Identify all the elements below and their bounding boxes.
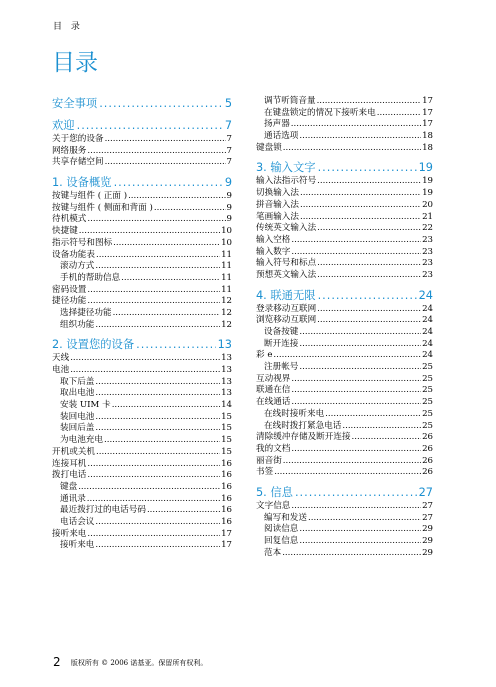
toc-entry-label: 密码设置 bbox=[52, 284, 87, 295]
toc-subentry[interactable] bbox=[52, 412, 232, 424]
toc-page-number: 15 bbox=[221, 423, 232, 434]
toc-entry-label: 欢迎 bbox=[52, 119, 75, 132]
toc-entry-label: 浏览移动互联网 bbox=[256, 315, 317, 326]
toc-page-number: 7 bbox=[224, 119, 232, 132]
toc-page-number: 17 bbox=[221, 528, 232, 539]
toc-subentry[interactable] bbox=[256, 131, 433, 143]
toc-subentry[interactable] bbox=[256, 513, 433, 525]
dot-leader bbox=[299, 536, 421, 548]
dot-leader bbox=[308, 513, 421, 525]
toc-subentry[interactable] bbox=[52, 540, 232, 552]
toc-entry-label: 选择捷径功能 bbox=[60, 307, 112, 318]
toc-entry[interactable] bbox=[52, 529, 232, 541]
toc-entry[interactable] bbox=[256, 258, 433, 270]
toc-entry-label: 范本 bbox=[264, 547, 282, 558]
dot-leader bbox=[299, 327, 421, 339]
dot-leader bbox=[299, 362, 421, 374]
toc-page-number: 27 bbox=[422, 500, 433, 511]
dot-leader bbox=[105, 157, 226, 169]
dot-leader bbox=[282, 548, 421, 560]
toc-entry-label: 彩 e bbox=[256, 350, 273, 361]
toc-page-number: 15 bbox=[221, 411, 232, 422]
dot-leader bbox=[87, 296, 220, 308]
toc-entry-label: 清除缓冲存储及断开连接 bbox=[256, 432, 351, 443]
toc-page-number: 27 bbox=[418, 485, 433, 499]
dot-leader bbox=[77, 118, 223, 134]
toc-entry[interactable] bbox=[52, 447, 232, 459]
dot-leader bbox=[317, 176, 421, 188]
dot-leader bbox=[273, 350, 421, 362]
toc-entry-label: 键盘锁 bbox=[256, 142, 282, 153]
toc-page-number: 23 bbox=[422, 234, 433, 245]
toc-entry[interactable] bbox=[256, 176, 433, 188]
toc-subentry[interactable] bbox=[256, 108, 433, 120]
toc-entry-label: 安全事项 bbox=[52, 97, 98, 110]
dot-leader bbox=[291, 444, 421, 456]
toc-page-number: 25 bbox=[422, 362, 433, 373]
toc-page-number: 13 bbox=[221, 365, 232, 375]
toc-page-number: 5 bbox=[224, 97, 232, 110]
toc-entry[interactable] bbox=[52, 203, 232, 215]
toc-page-number: 25 bbox=[422, 420, 433, 431]
toc-page-number: 25 bbox=[422, 373, 433, 384]
toc-entry-label: 1. 设备概览 bbox=[52, 176, 112, 190]
dot-leader bbox=[96, 447, 220, 459]
toc-entry-label: 组织功能 bbox=[60, 319, 95, 330]
toc-entry[interactable] bbox=[256, 385, 433, 397]
toc-entry-label: 网络服务 bbox=[52, 145, 87, 156]
toc-subentry[interactable] bbox=[52, 435, 232, 447]
dot-leader bbox=[95, 388, 220, 400]
toc-page-number: 19 bbox=[422, 188, 433, 199]
dot-leader bbox=[291, 247, 421, 259]
dot-leader bbox=[128, 191, 225, 203]
toc-entry-label: 编写和发送 bbox=[264, 512, 307, 523]
dot-leader bbox=[87, 459, 220, 471]
toc-entry-label: 电话会议 bbox=[60, 516, 95, 527]
toc-entry-label: 拨打电话 bbox=[52, 470, 87, 481]
toc-entry-label: 装回电池 bbox=[60, 411, 95, 422]
toc-entry-label: 调节听筒音量 bbox=[264, 96, 316, 106]
dot-leader bbox=[99, 96, 223, 112]
toc-subentry[interactable] bbox=[52, 261, 232, 273]
toc-subentry[interactable] bbox=[52, 505, 232, 517]
page-number: 2 bbox=[53, 655, 61, 669]
toc-page-number: 10 bbox=[221, 237, 232, 248]
toc-subentry[interactable] bbox=[256, 327, 433, 339]
toc-page-number: 9 bbox=[226, 214, 232, 225]
toc-entry-label: 通讯录 bbox=[60, 493, 86, 504]
toc-entry-label: 接听来电 bbox=[52, 528, 87, 539]
toc-entry-label: 4. 联通无限 bbox=[256, 288, 316, 302]
dot-leader bbox=[79, 226, 220, 238]
toc-page-number: 21 bbox=[422, 211, 433, 222]
toc-page-number: 9 bbox=[224, 176, 232, 190]
toc-page-number: 11 bbox=[221, 272, 232, 283]
toc-entry-label: 回复信息 bbox=[264, 536, 299, 546]
toc-section-heading[interactable] bbox=[52, 337, 232, 353]
toc-page-number: 23 bbox=[422, 269, 433, 280]
dot-leader bbox=[291, 397, 421, 409]
toc-entry-label: 指示符号和图标 bbox=[52, 237, 113, 248]
toc-entry[interactable] bbox=[256, 188, 433, 200]
dot-leader bbox=[95, 540, 220, 552]
toc-entry-label: 电池 bbox=[52, 365, 70, 375]
toc-entry[interactable] bbox=[256, 270, 433, 282]
toc-subentry[interactable] bbox=[52, 400, 232, 412]
dot-leader bbox=[87, 529, 220, 541]
toc-entry-label: 在键盘锁定的情况下接听来电 bbox=[264, 107, 376, 118]
toc-entry-label: 阅读信息 bbox=[264, 524, 299, 535]
toc-entry-label: 键盘 bbox=[60, 481, 78, 492]
toc-subentry[interactable] bbox=[256, 362, 433, 374]
page-title: 目录 bbox=[52, 50, 98, 76]
toc-page-number: 7 bbox=[226, 145, 232, 156]
dot-leader bbox=[121, 273, 220, 285]
toc-entry[interactable] bbox=[256, 223, 433, 235]
dot-leader bbox=[78, 482, 220, 494]
toc-subentry[interactable] bbox=[256, 96, 433, 108]
toc-page-number: 16 bbox=[221, 458, 232, 469]
toc-entry-label: 按键与组件 ( 侧面和背面 ) bbox=[52, 202, 153, 213]
toc-entry-label: 设备按键 bbox=[264, 327, 299, 337]
dot-leader bbox=[105, 134, 226, 146]
toc-page-number: 24 bbox=[422, 315, 433, 326]
toc-entry[interactable] bbox=[256, 235, 433, 247]
dot-leader bbox=[95, 261, 220, 273]
toc-subentry[interactable] bbox=[256, 548, 433, 560]
toc-entry-label: 在线通话 bbox=[256, 397, 291, 408]
dot-leader bbox=[295, 485, 417, 501]
dot-leader bbox=[283, 456, 421, 468]
dot-leader bbox=[377, 108, 421, 120]
dot-leader bbox=[87, 285, 220, 297]
dot-leader bbox=[300, 188, 421, 200]
dot-leader bbox=[300, 212, 421, 224]
dot-leader bbox=[299, 131, 421, 143]
dot-leader bbox=[325, 409, 421, 421]
toc-page-number: 11 bbox=[221, 284, 232, 295]
page-footer bbox=[53, 655, 207, 669]
toc-entry[interactable] bbox=[52, 250, 232, 262]
toc-entry-label: 天线 bbox=[52, 353, 70, 364]
toc-page-number: 27 bbox=[422, 512, 433, 523]
dot-leader bbox=[291, 385, 421, 397]
toc-entry-label: 输入法指示符号 bbox=[256, 176, 317, 187]
dot-leader bbox=[352, 432, 422, 444]
toc-entry-label: 通话选项 bbox=[264, 131, 299, 142]
toc-entry-label: 设备功能表 bbox=[52, 249, 95, 260]
toc-entry-label: 输入空格 bbox=[256, 234, 291, 245]
toc-entry-label: 笔画输入法 bbox=[256, 211, 299, 222]
toc-entry-label: 快捷键 bbox=[52, 226, 78, 237]
toc-entry-label: 接听来电 bbox=[60, 540, 95, 551]
dot-leader bbox=[113, 308, 220, 320]
toc-entry[interactable] bbox=[256, 315, 433, 327]
toc-column-left bbox=[52, 96, 232, 552]
toc-entry[interactable] bbox=[52, 353, 232, 365]
toc-page-number: 29 bbox=[422, 536, 433, 546]
toc-entry-label: 文字信息 bbox=[256, 500, 291, 511]
toc-page-number: 29 bbox=[422, 547, 433, 558]
toc-page-number: 26 bbox=[422, 467, 433, 478]
toc-entry[interactable] bbox=[52, 226, 232, 238]
toc-entry-label: 登录移动互联网 bbox=[256, 303, 317, 314]
toc-entry-label: 关于您的设备 bbox=[52, 134, 104, 144]
toc-subentry[interactable] bbox=[52, 320, 232, 332]
dot-leader bbox=[299, 524, 421, 536]
toc-page-number: 16 bbox=[221, 493, 232, 504]
toc-subentry[interactable] bbox=[52, 423, 232, 435]
toc-entry[interactable] bbox=[256, 247, 433, 259]
toc-page-number: 18 bbox=[422, 131, 433, 142]
toc-entry[interactable] bbox=[52, 285, 232, 297]
toc-entry-label: 共享存储空间 bbox=[52, 157, 104, 168]
toc-entry-label: 丽音街 bbox=[256, 455, 282, 466]
toc-entry-label: 注册帐号 bbox=[264, 362, 299, 373]
toc-entry[interactable] bbox=[256, 212, 433, 224]
toc-entry-label: 预想英文输入法 bbox=[256, 269, 317, 280]
toc-entry[interactable] bbox=[256, 200, 433, 212]
dot-leader bbox=[317, 223, 421, 235]
toc-page-number: 9 bbox=[226, 191, 232, 202]
dot-leader bbox=[291, 501, 421, 513]
toc-entry[interactable] bbox=[256, 456, 433, 468]
toc-entry[interactable] bbox=[256, 143, 433, 155]
toc-section-heading[interactable] bbox=[256, 485, 433, 501]
dot-leader bbox=[300, 200, 421, 212]
toc-entry-label: 开机或关机 bbox=[52, 446, 95, 457]
dot-leader bbox=[154, 203, 226, 215]
dot-leader bbox=[291, 235, 421, 247]
dot-leader bbox=[318, 160, 417, 176]
dot-leader bbox=[113, 238, 220, 250]
toc-entry[interactable] bbox=[52, 191, 232, 203]
toc-page-number: 12 bbox=[221, 296, 232, 307]
dot-leader bbox=[147, 505, 220, 517]
toc-page-number: 26 bbox=[422, 432, 433, 443]
dot-leader bbox=[317, 304, 421, 316]
toc-entry-label: 连接耳机 bbox=[52, 458, 87, 469]
toc-entry-label: 输入数字 bbox=[256, 246, 291, 257]
dot-leader bbox=[87, 214, 225, 226]
toc-entry-label: 5. 信息 bbox=[256, 485, 293, 499]
toc-subentry[interactable] bbox=[256, 119, 433, 131]
dot-leader bbox=[95, 423, 220, 435]
toc-entry-label: 按键与组件 ( 正面 ) bbox=[52, 191, 128, 202]
toc-entry[interactable] bbox=[52, 296, 232, 308]
toc-entry-label: 拼音输入法 bbox=[256, 199, 299, 210]
toc-section-heading[interactable] bbox=[256, 288, 433, 304]
dot-leader bbox=[317, 96, 421, 108]
toc-subentry[interactable] bbox=[52, 482, 232, 494]
toc-entry-label: 安装 UIM 卡 bbox=[60, 400, 111, 411]
toc-page-number: 24 bbox=[422, 338, 433, 349]
dot-leader bbox=[274, 467, 421, 479]
toc-section-heading[interactable] bbox=[52, 175, 232, 191]
toc-page-number: 16 bbox=[221, 470, 232, 481]
toc-entry-label: 取出电池 bbox=[60, 388, 95, 399]
toc-entry[interactable] bbox=[52, 214, 232, 226]
toc-page-number: 19 bbox=[418, 161, 433, 175]
toc-entry[interactable] bbox=[52, 134, 232, 146]
toc-entry[interactable] bbox=[256, 432, 433, 444]
toc-entry[interactable] bbox=[52, 157, 232, 169]
dot-leader bbox=[112, 400, 220, 412]
toc-page-number: 15 bbox=[221, 435, 232, 446]
dot-leader bbox=[342, 421, 421, 433]
toc-entry[interactable] bbox=[256, 374, 433, 386]
toc-page-number: 17 bbox=[422, 96, 433, 106]
toc-entry-label: 捷径功能 bbox=[52, 296, 87, 307]
dot-leader bbox=[104, 435, 220, 447]
toc-page-number: 9 bbox=[226, 202, 232, 213]
dot-leader bbox=[95, 320, 220, 332]
dot-leader bbox=[318, 288, 417, 304]
dot-leader bbox=[96, 250, 220, 262]
toc-subentry[interactable] bbox=[256, 524, 433, 536]
toc-section-heading[interactable] bbox=[52, 118, 232, 134]
toc-page-number: 26 bbox=[422, 443, 433, 454]
toc-subentry[interactable] bbox=[52, 308, 232, 320]
toc-entry-label: 2. 设置您的设备 bbox=[52, 338, 135, 352]
toc-entry-label: 取下后盖 bbox=[60, 376, 95, 387]
toc-page-number: 26 bbox=[422, 455, 433, 466]
toc-page-number: 25 bbox=[422, 385, 433, 396]
toc-subentry[interactable] bbox=[256, 409, 433, 421]
dot-leader bbox=[114, 175, 223, 191]
dot-leader bbox=[317, 315, 421, 327]
toc-section-heading[interactable] bbox=[256, 160, 433, 176]
toc-page-number: 15 bbox=[221, 446, 232, 457]
toc-subentry[interactable] bbox=[256, 339, 433, 351]
toc-page-number: 12 bbox=[221, 307, 232, 318]
toc-entry-label: 我的文档 bbox=[256, 443, 291, 454]
toc-page-number: 24 bbox=[422, 303, 433, 314]
toc-page-number: 13 bbox=[221, 353, 232, 364]
toc-entry-label: 在线时接听来电 bbox=[264, 408, 325, 419]
toc-page-number: 25 bbox=[422, 397, 433, 408]
dot-leader bbox=[299, 339, 421, 351]
toc-entry-label: 断开连接 bbox=[264, 338, 299, 349]
toc-page-number: 29 bbox=[422, 524, 433, 535]
toc-page-number: 24 bbox=[418, 288, 433, 302]
toc-section-heading[interactable] bbox=[52, 96, 232, 112]
toc-entry-label: 书签 bbox=[256, 467, 274, 478]
toc-subentry[interactable] bbox=[52, 494, 232, 506]
toc-entry[interactable] bbox=[52, 459, 232, 471]
dot-leader bbox=[70, 365, 220, 377]
toc-entry-label: 切换输入法 bbox=[256, 188, 299, 199]
toc-subentry[interactable] bbox=[52, 517, 232, 529]
dot-leader bbox=[283, 143, 421, 155]
toc-entry[interactable] bbox=[256, 350, 433, 362]
toc-page-number: 10 bbox=[221, 226, 232, 237]
toc-page-number: 17 bbox=[422, 119, 433, 130]
toc-entry[interactable] bbox=[52, 365, 232, 377]
toc-page-number: 22 bbox=[422, 223, 433, 234]
toc-page-number: 7 bbox=[226, 157, 232, 168]
dot-leader bbox=[95, 377, 220, 389]
dot-leader bbox=[95, 517, 220, 529]
toc-page-number: 19 bbox=[422, 176, 433, 187]
toc-column-right bbox=[256, 96, 433, 559]
dot-leader bbox=[291, 119, 421, 131]
dot-leader bbox=[317, 270, 421, 282]
dot-leader bbox=[95, 412, 220, 424]
toc-page-number: 13 bbox=[217, 338, 232, 352]
toc-entry-label: 在线时拨打紧急电话 bbox=[264, 420, 342, 431]
dot-leader bbox=[136, 337, 215, 353]
toc-entry-label: 互动视界 bbox=[256, 373, 291, 384]
dot-leader bbox=[317, 258, 421, 270]
dot-leader bbox=[87, 494, 220, 506]
toc-page-number: 13 bbox=[221, 388, 232, 399]
toc-entry-label: 传统英文输入法 bbox=[256, 223, 317, 234]
toc-entry[interactable] bbox=[256, 501, 433, 513]
toc-page-number: 11 bbox=[221, 261, 232, 272]
dot-leader bbox=[87, 146, 225, 158]
toc-entry-label: 输入符号和标点 bbox=[256, 258, 317, 269]
toc-entry-label: 3. 输入文字 bbox=[256, 161, 316, 175]
toc-page-number: 11 bbox=[221, 249, 232, 260]
toc-entry-label: 为电池充电 bbox=[60, 435, 103, 446]
toc-entry[interactable] bbox=[52, 470, 232, 482]
toc-entry-label: 联通在信 bbox=[256, 385, 291, 396]
toc-page-number: 24 bbox=[422, 350, 433, 361]
toc-subentry[interactable] bbox=[52, 377, 232, 389]
toc-entry-label: 滚动方式 bbox=[60, 261, 95, 272]
toc-page-number: 17 bbox=[221, 540, 232, 551]
toc-page-number: 7 bbox=[226, 134, 232, 144]
toc-page-number: 18 bbox=[422, 142, 433, 153]
toc-page-number: 16 bbox=[221, 505, 232, 516]
toc-entry-label: 扬声器 bbox=[264, 119, 290, 130]
dot-leader bbox=[70, 353, 220, 365]
toc-page-number: 12 bbox=[221, 319, 232, 330]
toc-subentry[interactable] bbox=[256, 421, 433, 433]
toc-subentry[interactable] bbox=[52, 273, 232, 285]
toc-entry-label: 手机的帮助信息 bbox=[60, 272, 121, 283]
toc-page-number: 20 bbox=[422, 199, 433, 210]
toc-entry[interactable] bbox=[52, 238, 232, 250]
toc-page-number: 17 bbox=[422, 107, 433, 118]
toc-subentry[interactable] bbox=[52, 388, 232, 400]
toc-page-number: 25 bbox=[422, 408, 433, 419]
toc-entry-label: 最近拨打过的电话号码 bbox=[60, 505, 146, 516]
toc-entry-label: 装回后盖 bbox=[60, 423, 95, 434]
copyright-notice: 版权所有 © 2006 诺基亚。保留所有权利。 bbox=[70, 659, 208, 667]
toc-subentry[interactable] bbox=[256, 536, 433, 548]
toc-entry-label: 待机模式 bbox=[52, 214, 87, 225]
toc-entry[interactable] bbox=[256, 304, 433, 316]
dot-leader bbox=[291, 374, 421, 386]
toc-entry[interactable] bbox=[256, 397, 433, 409]
running-header: 目 录 bbox=[53, 22, 83, 32]
toc-page-number: 23 bbox=[422, 258, 433, 269]
toc-page-number: 16 bbox=[221, 516, 232, 527]
dot-leader bbox=[87, 470, 220, 482]
toc-page-number: 13 bbox=[221, 376, 232, 387]
toc-page-number: 16 bbox=[221, 481, 232, 492]
toc-entry[interactable] bbox=[52, 146, 232, 158]
toc-entry[interactable] bbox=[256, 444, 433, 456]
toc-page-number: 14 bbox=[221, 400, 232, 411]
toc-page-number: 23 bbox=[422, 246, 433, 257]
toc-entry[interactable] bbox=[256, 467, 433, 479]
toc-page-number: 24 bbox=[422, 327, 433, 337]
